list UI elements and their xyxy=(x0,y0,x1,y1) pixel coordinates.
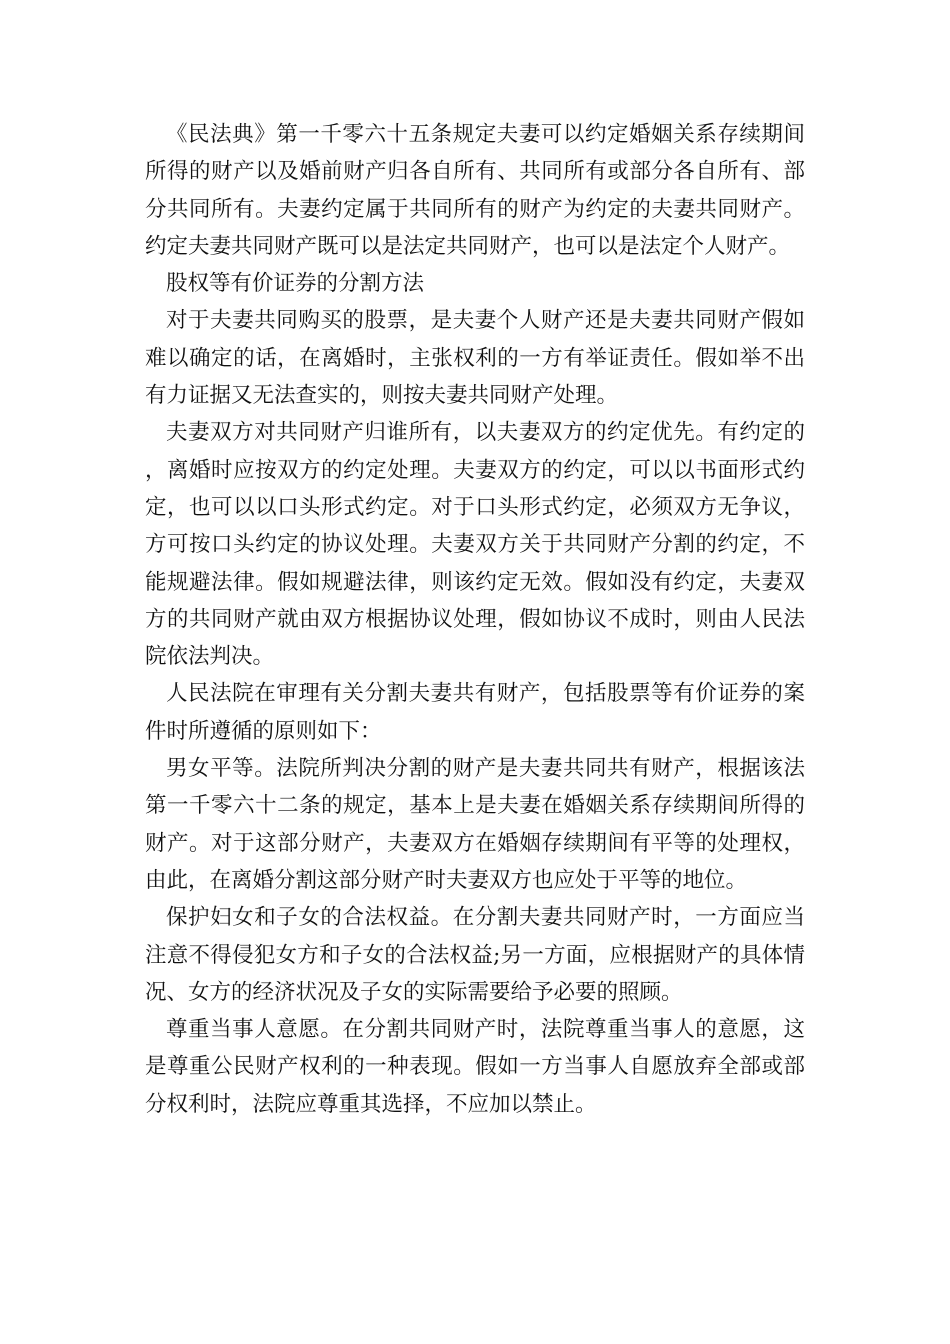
paragraph-burden-of-proof: 对于夫妻共同购买的股票，是夫妻个人财产还是夫妻共同财产假如难以确定的话，在离婚时，主张权利的一方有举证责任。假如举不出有力证据又无法查实的，则按夫妻共同财产处理。 xyxy=(145,308,805,409)
section-heading-securities-division: 股权等有价证券的分割方法 xyxy=(166,271,425,297)
paragraph-respect-wishes: 尊重当事人意愿。在分割共同财产时，法院尊重当事人的意愿，这是尊重公民财产权利的一种表现。假如一方当事人自愿放弃全部或部分权利时，法院应尊重其选择，不应加以禁止。 xyxy=(145,1017,805,1117)
paragraph-civil-code-article: 《民法典》第一千零六十五条规定夫妻可以约定婚姻关系存续期间所得的财产以及婚前财产归各自所有、共同所有或部分各自所有、部分共同所有。夫妻约定属于共同所有的财产为约定的夫妻共同财产。约定夫妻共同财产既可以是法定共同财产，也可以是法定个人财产。 xyxy=(145,122,805,259)
paragraph-gender-equality: 男女平等。法院所判决分割的财产是夫妻共同共有财产，根据该法第一千零六十二条的规定，基本上是夫妻在婚姻关系存续期间所得的财产。对于这部分财产，夫妻双方在婚姻存续期间有平等的处理权，由此，在离婚分割这部分财产时夫妻双方也应处于平等的地位。 xyxy=(145,756,805,893)
paragraph-protect-women-children: 保护妇女和子女的合法权益。在分割夫妻共同财产时，一方面应当注意不得侵犯女方和子女的合法权益;另一方面，应根据财产的具体情况、女方的经济状况及子女的实际需要给予必要的照顾。 xyxy=(145,905,805,1005)
paragraph-court-principles-intro: 人民法院在审理有关分割夫妻共有财产，包括股票等有价证券的案件时所遵循的原则如下： xyxy=(145,681,805,744)
paragraph-agreement-priority: 夫妻双方对共同财产归谁所有，以夫妻双方的约定优先。有约定的，离婚时应按双方的约定处理。夫妻双方的约定，可以以书面形式约定，也可以以口头形式约定。对于口头形式约定，必须双方无争议，方可按口头约定的协议处理。夫妻双方关于共同财产分割的约定，不能规避法律。假如规避法律，则该约定无效。假如没有约定，夫妻双方的共同财产就由双方根据协议处理，假如协议不成时，则由人民法院依法判决。 xyxy=(145,420,805,670)
document-page xyxy=(145,116,805,1123)
